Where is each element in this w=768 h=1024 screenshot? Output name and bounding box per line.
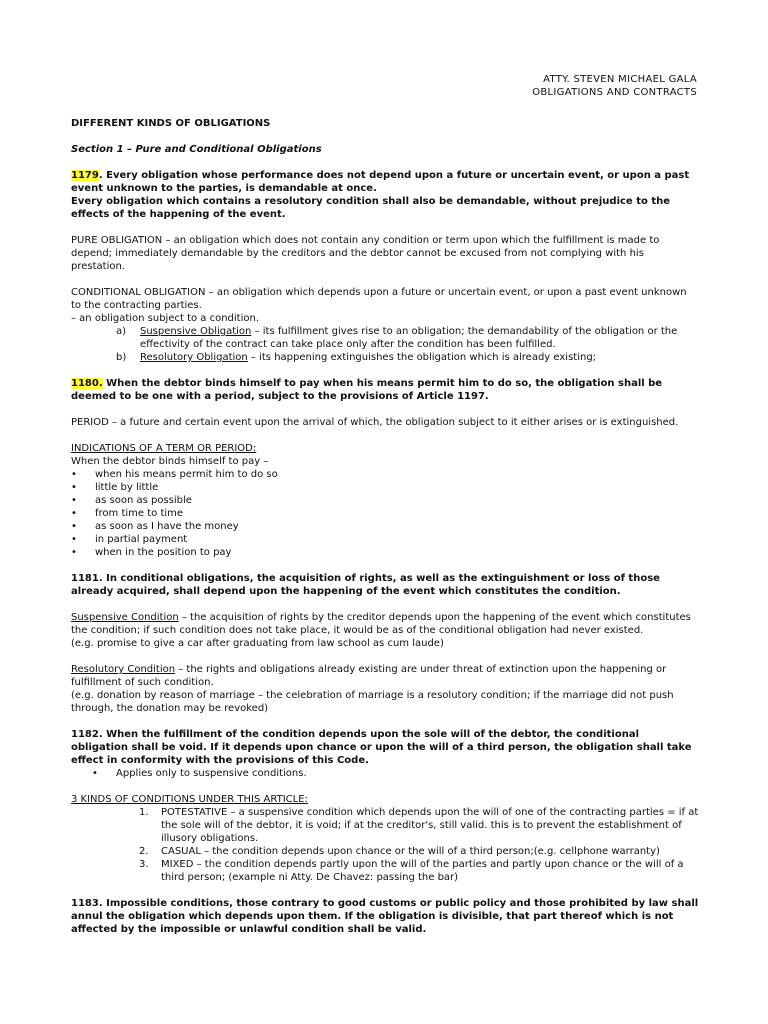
list-text: MIXED – the condition depends partly upon the will of the parties and partly upon chance or the will of a third person; (example ni Atty. De Chavez: passing the bar) xyxy=(161,859,684,883)
article-number-highlight: 1180. xyxy=(71,378,103,389)
term-description: – its fulfillment gives rise to an obligation; the demandability of the obligation or the effectivity of the contract can take place only after the condition has been fulfilled. xyxy=(140,326,678,350)
list-label: 2. xyxy=(139,846,149,857)
list-label: 3. xyxy=(139,859,149,870)
list-item: • Applies only to suspensive conditions. xyxy=(71,767,699,780)
conditional-obligation-note: – an obligation subject to a condition. xyxy=(71,313,260,324)
list-text: POTESTATIVE – a suspensive condition which depends upon the will of one of the contracting parties = if at the sole will of the debtor, it is void; if at the creditor's, still valid. this is to prevent the establishment of illusory obligations. xyxy=(161,807,699,844)
term-description: – the acquisition of rights by the creditor depends upon the happening of the event which constitutes the condition; if such condition does not take place, it would be as of the conditional obligation had never existed. xyxy=(71,612,691,636)
list-item: • when in the position to pay xyxy=(71,546,699,559)
article-1180 xyxy=(71,377,699,403)
article-1181: 1181. In conditional obligations, the acquisition of rights, as well as the extinguishment or loss of those already acquired, shall depend upon the happening of the event which constitutes the condition. xyxy=(71,573,660,597)
kinds-heading: 3 KINDS OF CONDITIONS UNDER THIS ARTICLE: xyxy=(71,794,308,805)
article-1183: 1183. Impossible conditions, those contrary to good customs or public policy and those prohibited by law shall annul the obligation which depends upon them. If the obligation is divisible, that part thereof which is not affected by the impossible or unlawful condition shall be valid. xyxy=(71,898,699,935)
document-body xyxy=(71,117,699,936)
article-text: When the debtor binds himself to pay when his means permit him to do so, the obligation shall be deemed to be one with a period, subject to the provisions of Article 1197. xyxy=(71,378,663,402)
suspensive-condition-example: (e.g. promise to give a car after graduating from law school as cum laude) xyxy=(71,638,444,649)
term-suspensive-condition: Suspensive Condition xyxy=(71,612,179,623)
article-text: . Every obligation whose performance does not depend upon a future or uncertain event, or upon a past event unknown to the parties, is demandable at once. xyxy=(71,170,690,194)
list-label: 1. xyxy=(139,807,149,818)
term-resolutory-condition: Resolutory Condition xyxy=(71,664,176,675)
term-resolutory-obligation: Resolutory Obligation xyxy=(140,352,248,363)
list-item: • when his means permit him to do so xyxy=(71,468,699,481)
applies-list xyxy=(71,767,699,780)
resolutory-condition-example: (e.g. donation by reason of marriage – the celebration of marriage is a resolutory condition; if the marriage did not push through, the donation may be revoked) xyxy=(71,690,674,714)
list-label: a) xyxy=(116,326,127,337)
page-header xyxy=(532,73,697,99)
indications-heading: INDICATIONS OF A TERM OR PERIOD: xyxy=(71,443,257,454)
resolutory-condition-definition xyxy=(71,663,699,689)
article-1179 xyxy=(71,169,699,195)
kinds-list xyxy=(71,806,699,884)
term-suspensive-obligation: Suspensive Obligation xyxy=(140,326,252,337)
header-author: ATTY. STEVEN MICHAEL GALA xyxy=(543,74,697,85)
indications-intro: When the debtor binds himself to pay – xyxy=(71,456,269,467)
list-item: • as soon as possible xyxy=(71,494,699,507)
list-item: • in partial payment xyxy=(71,533,699,546)
section-heading: Section 1 – Pure and Conditional Obligations xyxy=(71,144,322,155)
list-item: • as soon as I have the money xyxy=(71,520,699,533)
article-1179-paragraph-2: Every obligation which contains a resolutory condition shall also be demandable, without prejudice to the effects of the happening of the event. xyxy=(71,196,671,220)
conditional-obligation-definition: CONDITIONAL OBLIGATION – an obligation which depends upon a future or uncertain event, or upon a past event unknown to the contracting parties. xyxy=(71,287,687,311)
indications-list xyxy=(71,468,699,559)
list-item xyxy=(71,325,699,351)
period-definition: PERIOD – a future and certain event upon the arrival of which, the obligation subject to it either arises or is extinguished. xyxy=(71,417,679,428)
list-item: • little by little xyxy=(71,481,699,494)
term-description: – the rights and obligations already existing are under threat of extinction upon the happening or fulfillment of such condition. xyxy=(71,664,667,688)
list-item xyxy=(71,845,699,858)
pure-obligation-definition: PURE OBLIGATION – an obligation which does not contain any condition or term upon which the fulfillment is made to depend; immediately demandable by the creditors and the debtor cannot be excused from not complying with his prestation. xyxy=(71,235,660,272)
document-title: DIFFERENT KINDS OF OBLIGATIONS xyxy=(71,118,271,129)
list-label: b) xyxy=(116,352,127,363)
list-item xyxy=(71,351,699,364)
list-text: CASUAL – the condition depends upon chance or the will of a third person;(e.g. cellphone warranty) xyxy=(161,846,660,857)
list-item xyxy=(71,806,699,845)
article-1182: 1182. When the fulfillment of the condition depends upon the sole will of the debtor, the conditional obligation shall be void. If it depends upon chance or upon the will of a third person, the obligation shall take effect in conformity with the provisions of this Code. xyxy=(71,729,692,766)
list-item xyxy=(71,858,699,884)
list-item: • from time to time xyxy=(71,507,699,520)
article-number-highlight: 1179 xyxy=(71,170,99,181)
term-description: – its happening extinguishes the obligation which is already existing; xyxy=(247,352,597,363)
header-course: OBLIGATIONS AND CONTRACTS xyxy=(532,87,697,98)
suspensive-condition-definition xyxy=(71,611,699,637)
conditional-obligation-types xyxy=(71,325,699,364)
